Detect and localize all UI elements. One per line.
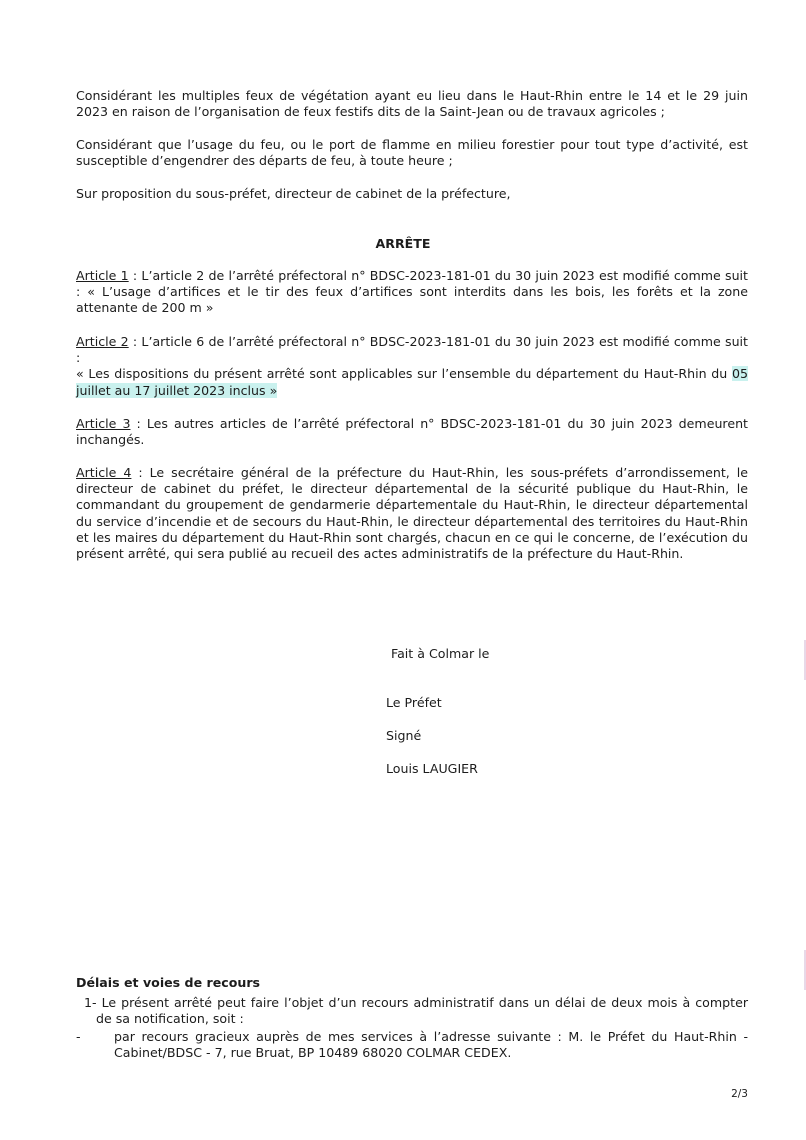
bullet-text: par recours gracieux auprès de mes services à l’adresse suivante : M. le Préfet du Haut-Rhin - Cabinet/BDSC - 7, rue Bruat, BP 10489 68020 COLMAR CEDEX. bbox=[114, 1029, 748, 1061]
appeals-bullet bbox=[76, 1029, 748, 1061]
page-number: 2/3 bbox=[731, 1088, 748, 1100]
appeals-item-text: 1- Le présent arrêté peut faire l’objet d’un recours administratif dans un délai de deux mois à compter de sa notification, soit : bbox=[84, 995, 748, 1027]
article-text: : L’article 6 de l’arrêté préfectoral n° BDSC-2023-181-01 du 30 juin 2023 est modifié comme suit : bbox=[76, 334, 748, 366]
article-text: : Le secrétaire général de la préfecture du Haut-Rhin, les sous-préfets d’arrondissement, le directeur de cabinet du préfet, le directeur départemental de la sécurité publique du Haut-Rhin, le commandant du groupement de gendarmerie départementale du Haut-Rhin, le directeur départemental du service d’incendie et de secours du Haut-Rhin, le directeur départemental des territoires du Haut-Rhin et les maires du département du Haut-Rhin sont chargés, chacun en ce qui le concerne, de l’exécution du présent arrêté, qui sera publié au recueil des actes administratifs de la préfecture du Haut-Rhin. bbox=[76, 465, 748, 562]
appeals-heading bbox=[76, 975, 748, 991]
proposal-text: Sur proposition du sous-préfet, directeur de cabinet de la préfecture, bbox=[76, 186, 511, 201]
article-label: Article 1 bbox=[76, 268, 129, 283]
consideration-text: Considérant les multiples feux de végétation ayant eu lieu dans le Haut-Rhin entre le 14 et le 29 juin 2023 en raison de l’organisation de feux festifs dits de la Saint-Jean ou de travaux agricoles ; bbox=[76, 88, 748, 120]
article-3 bbox=[76, 416, 748, 448]
highlighted-dates: 05 juillet au 17 juillet 2023 inclus » bbox=[76, 366, 748, 398]
proposal-paragraph bbox=[76, 186, 748, 202]
appeals-item-1 bbox=[76, 995, 748, 1027]
signature-status: Signé bbox=[386, 728, 422, 743]
article-1 bbox=[76, 268, 748, 317]
consideration-text: Considérant que l’usage du feu, ou le port de flamme en milieu forestier pour tout type d’activité, est susceptible d’engendrer des départs de feu, à toute heure ; bbox=[76, 137, 748, 169]
article-quote: « Les dispositions du présent arrêté sont applicables sur l’ensemble du département du Haut-Rhin du bbox=[76, 366, 732, 382]
consideration-paragraph bbox=[76, 88, 748, 120]
article-4 bbox=[76, 465, 748, 562]
article-text: : Les autres articles de l’arrêté préfectoral n° BDSC-2023-181-01 du 30 juin 2023 demeurent inchangés. bbox=[76, 416, 748, 448]
article-label: Article 3 bbox=[76, 416, 131, 431]
signature-role: Le Préfet bbox=[386, 695, 442, 710]
article-text: : L’article 2 de l’arrêté préfectoral n° BDSC-2023-181-01 du 30 juin 2023 est modifié comme suit : « L’usage d’artifices et le tir des feux d’artifices sont interdits dans les bois, les forêts et la zone attenante de 200 m » bbox=[76, 268, 748, 316]
section-heading: Délais et voies de recours bbox=[76, 975, 261, 990]
consideration-paragraph bbox=[76, 137, 748, 169]
article-label: Article 4 bbox=[76, 465, 132, 480]
article-2 bbox=[76, 334, 748, 399]
article-label: Article 2 bbox=[76, 334, 129, 349]
decree-title: ARRÊTE bbox=[375, 236, 431, 251]
bullet-dash: - bbox=[76, 1029, 81, 1044]
signature-place: Fait à Colmar le bbox=[391, 646, 490, 661]
signature-name: Louis LAUGIER bbox=[386, 761, 478, 776]
